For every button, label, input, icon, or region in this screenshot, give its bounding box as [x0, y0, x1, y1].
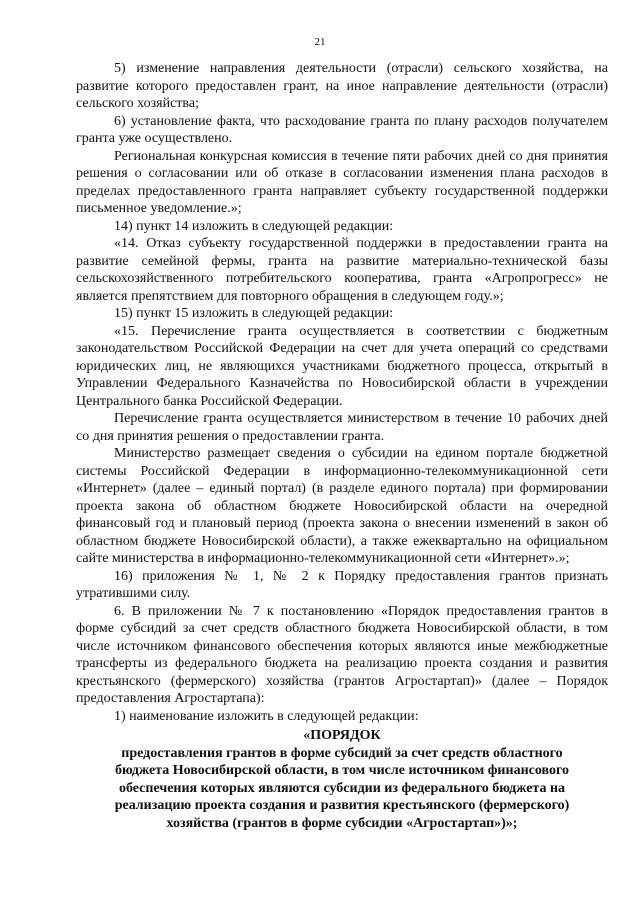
paragraph: Перечисление гранта осуществляется министерством в течение 10 рабочих дней со дня принятия решения о предоставлении гранта. [76, 411, 608, 444]
paragraph: 14) пункт 14 изложить в следующей редакции: [114, 218, 394, 234]
paragraph: «15. Перечисление гранта осуществляется в соответствии с бюджетным законодательством Российской Федерации на счет для учета операций со средствами юридических лиц, не являющихся участниками бюджетного процесса, открытый в Управлении Федерального Казначейства по Новосибирской области в учреждении Центрального банка Российской Федерации. [76, 323, 608, 409]
page-number: 21 [314, 36, 326, 48]
paragraph: 5) изменение направления деятельности (отрасли) сельского хозяйства, на развитие которого предоставлен грант, на иное направление деятельности (отрасли) сельского хозяйства; [76, 61, 608, 111]
section-heading [76, 727, 608, 832]
paragraph: Региональная конкурсная комиссия в течение пяти рабочих дней со дня принятия решения о согласовании или об отказе в согласовании изменения плана расходов в пределах предоставленного гранта направляет субъекту государственной поддержки письменное уведомление.»; [76, 148, 608, 216]
heading-body: предоставления грантов в форме субсидий за счет средств областного бюджета Новосибирской области, в том числе источником финансового обеспечения которых являются субсидии из федерального бюджета на реализацию проекта создания и развития крестьянского (фермерского) хозяйства (грантов в форме субсидии «Агростартап»)»; [114, 745, 570, 831]
heading-title: «ПОРЯДОК [303, 728, 381, 743]
document-body [76, 60, 608, 832]
paragraph: 6. В приложении № 7 к постановлению «Порядок предоставления грантов в форме субсидий за счет средств областного бюджета Новосибирской области, в том числе источником финансового обеспечения которых являются иные межбюджетные трансферты из федерального бюджета на реализацию проекта создания и развития крестьянского (фермерского) хозяйства (грантов Агростартап)» (далее – Порядок предоставления Агростартапа): [76, 603, 608, 706]
paragraph: 6) установление факта, что расходование гранта по плану расходов получателем гранта уже осуществлено. [76, 113, 608, 146]
paragraph: «14. Отказ субъекту государственной поддержки в предоставлении гранта на развитие семейной фермы, гранта на развитие материально-технической базы сельскохозяйственного потребительского кооператива, гранта «Агропрогресс» не является препятствием для повторного обращения в следующем году.»; [76, 236, 608, 304]
paragraph: 15) пункт 15 изложить в следующей редакции: [114, 306, 394, 321]
paragraph: 16) приложения № 1, № 2 к Порядку предоставления грантов признать утратившими силу. [76, 568, 608, 601]
paragraph: Министерство размещает сведения о субсидии на едином портале бюджетной системы Российской Федерации в информационно-телекоммуникационной сети «Интернет» (далее – единый портал) (в разделе единого портала) при формировании проекта закона об областном бюджете Новосибирской области на очередной финансовый год и плановый период (проекта закона о внесении изменений в закон об областном бюджете Новосибирской области), а также ежеквартально на официальном сайте министерства в информационно-телекоммуникационной сети «Интернет».»; [76, 446, 608, 566]
paragraph: 1) наименование изложить в следующей редакции: [114, 708, 419, 724]
